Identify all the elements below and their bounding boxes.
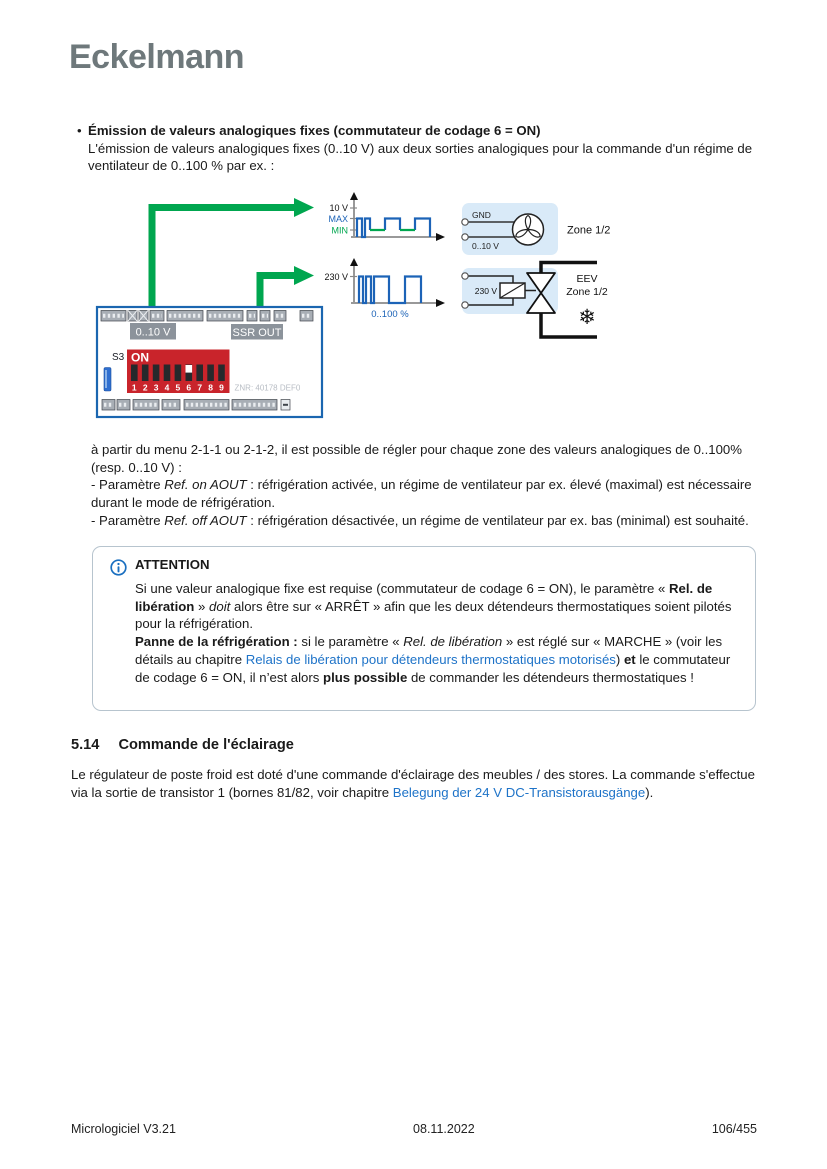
wiring-diagram <box>95 192 675 428</box>
svg-text:5: 5 <box>175 382 181 393</box>
fan-unit <box>462 203 611 255</box>
footer-date: 08.11.2022 <box>413 1122 475 1136</box>
svg-text:3: 3 <box>153 382 159 393</box>
pulse-signal-230v <box>359 277 421 304</box>
label-eev: EEV <box>576 273 598 285</box>
ssr-output-arrow <box>260 266 314 307</box>
label-230v: 230 V <box>324 272 348 282</box>
label-fan-zone: Zone 1/2 <box>567 224 611 237</box>
x-axis-arrow <box>436 299 445 307</box>
dip-switch-6-on-slider[interactable] <box>186 365 193 373</box>
attention-title: ATTENTION <box>135 557 210 572</box>
settings-paragraph-ref-off: - Paramètre Ref. off AOUT : réfrigération désactivée, un régime de ventilateur par ex. bas (minimal) est souhaité. <box>91 512 749 528</box>
bullet-marker: • <box>77 123 82 138</box>
label-eev-zone: Zone 1/2 <box>566 286 608 298</box>
label-eev-230v: 230 V <box>474 286 497 296</box>
pulse-signal-max <box>357 219 430 238</box>
footer-page-number: 106/455 <box>711 1122 757 1136</box>
snowflake-icon: ❄ <box>578 306 596 329</box>
lighting-paragraph: Le régulateur de poste froid est doté d'une commande d'éclairage des meubles / des stores. La commande s'effectue via la sortie de transistor 1 (bornes 81/82, voir chapitre Belegung der 24 V DC-Transistorausgänge). <box>71 767 755 800</box>
svg-text:7: 7 <box>197 382 203 393</box>
chapter-link-belegung[interactable]: Belegung der 24 V DC-Transistorausgänge <box>392 784 646 800</box>
label-0-100: 0..100 % <box>371 309 409 320</box>
intro-content <box>88 122 761 175</box>
svg-text:2: 2 <box>142 382 148 393</box>
svg-text:1: 1 <box>131 382 137 393</box>
chapter-link-relais[interactable]: Relais de libération pour détendeurs thermostatiques motorisés <box>245 651 616 667</box>
waveform-10v <box>328 192 445 241</box>
label-10v: 10 V <box>329 203 348 213</box>
footer-version: Micrologiciel V3.21 <box>71 1122 176 1136</box>
y-axis-arrow <box>350 192 358 200</box>
analog-output-arrow <box>152 198 314 307</box>
svg-text:8: 8 <box>208 382 213 393</box>
label-gnd: GND <box>472 210 491 220</box>
y-axis-arrow <box>350 258 358 266</box>
label-min: MIN <box>331 225 348 236</box>
eev-unit <box>462 263 608 338</box>
terminal-0-10v <box>462 234 468 240</box>
controller-board <box>97 307 322 417</box>
section-heading <box>71 737 294 753</box>
svg-text:9: 9 <box>219 382 224 393</box>
attention-paragraph-1: Si une valeur analogique fixe est requise (commutateur de codage 6 = ON), le paramètre « Rel. de libération » doit alors être sur « ARRÊT » afin que les deux détendeurs thermostatiques soient pilotés pour la réfrigération. <box>135 581 732 632</box>
settings-paragraph <box>91 441 763 530</box>
blue-component <box>104 368 111 392</box>
svg-text:4: 4 <box>164 382 170 393</box>
attention-paragraph-2: Panne de la réfrigération : si le paramètre « Rel. de libération » est réglé sur « MARCHE » (voir les détails au chapitre Relais de libération pour détendeurs thermostatiques motorisés) et le commutateur de codage 6 = ON, il n’est alors plus possible de commander les détendeurs thermostatiques ! <box>135 634 731 685</box>
dip-slots <box>131 365 225 382</box>
terminal-gnd <box>462 219 468 225</box>
board-analog-out-label: 0..10 V <box>135 326 171 339</box>
intro-title: Émission de valeurs analogiques fixes (commutateur de codage 6 = ON) <box>88 123 541 138</box>
fan-icon <box>513 214 544 245</box>
section-number: 5.14 <box>71 737 100 753</box>
company-logo: Eckelmann <box>69 38 245 76</box>
board-ssr-out-label: SSR OUT <box>232 327 282 339</box>
svg-text:6: 6 <box>186 382 192 393</box>
attention-body <box>135 580 735 686</box>
attention-box <box>92 546 756 711</box>
x-axis-arrow <box>436 233 445 241</box>
settings-paragraph-ref-on: - Paramètre Ref. on AOUT : réfrigération activée, un régime de ventilateur par ex. élevé (maximal) est nécessaire durant le mode de réfrigération. <box>91 477 752 511</box>
page-footer <box>71 1122 757 1136</box>
label-fan-0-10v: 0..10 V <box>472 241 499 251</box>
info-icon <box>110 559 127 576</box>
dip-numbers <box>132 383 224 393</box>
intro-section <box>77 122 761 175</box>
terminal-230v-b <box>462 302 468 308</box>
label-max: MAX <box>328 214 348 224</box>
settings-paragraph-intro: à partir du menu 2-1-1 ou 2-1-2, il est possible de régler pour chaque zone des valeurs analogiques de 0..100% (resp. 0..10 V) : <box>91 442 742 475</box>
znr-label: ZNR: 40178 DEF0 <box>234 383 301 393</box>
waveform-230v <box>324 258 445 320</box>
switch-name-label: S3 <box>112 352 125 363</box>
dip-switch-s3 <box>127 350 230 394</box>
intro-body: L'émission de valeurs analogiques fixes (0..10 V) aux deux sorties analogiques pour la commande d'un régime de ventilateur de 0..100 % par ex. : <box>88 140 753 174</box>
terminal-230v-a <box>462 273 468 279</box>
section-title: Commande de l'éclairage <box>118 737 294 753</box>
dip-on-label: ON <box>131 350 149 365</box>
